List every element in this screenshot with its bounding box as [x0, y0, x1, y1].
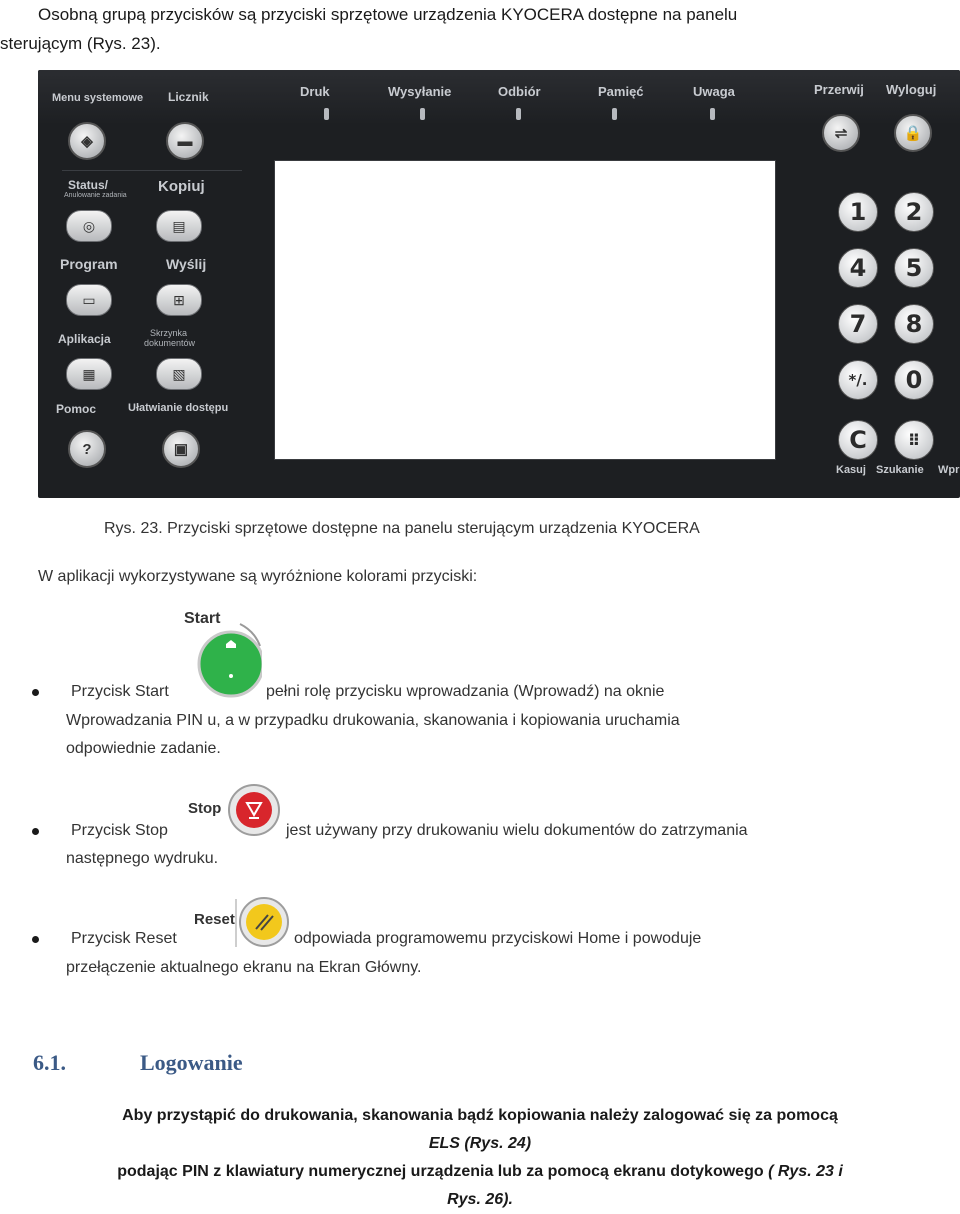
start-line-3: odpowiednie zadanie. — [66, 740, 221, 757]
application-button[interactable]: ▦ — [66, 358, 112, 390]
skrzynka-label-2: dokumentów — [144, 338, 196, 348]
skrzynka-label: Skrzynka — [150, 328, 188, 338]
start-prefix: Przycisk Start — [71, 683, 169, 700]
start-image-label: Start — [184, 610, 221, 627]
key-8[interactable]: 8 — [894, 304, 934, 344]
przerwij-label: Przerwij — [814, 82, 864, 97]
reset-line-2: przełączenie aktualnego ekranu na Ekran Główny. — [66, 959, 422, 976]
stop-button-image — [186, 782, 280, 838]
wyloguj-label: Wyloguj — [886, 82, 937, 97]
wpr-label: Wpr — [938, 464, 960, 476]
licznik-label: Licznik — [168, 90, 209, 104]
intro-line-2: sterującym (Rys. 23). — [0, 34, 161, 53]
pomoc-label: Pomoc — [56, 402, 97, 416]
wysylanie-label: Wysyłanie — [388, 84, 452, 99]
stop-image-label: Stop — [188, 800, 222, 817]
system-menu-button[interactable]: ◈ — [68, 122, 106, 160]
login-line-3a: podając PIN z klawiatury numerycznej urządzenia lub za pomocą ekranu dotykowego — [117, 1163, 769, 1180]
reset-suffix: odpowiada programowemu przyciskowi Home i powoduje — [294, 930, 702, 947]
login-line-2: ELS (Rys. 24) — [428, 1135, 532, 1152]
stop-prefix: Przycisk Stop — [71, 822, 168, 839]
counter-button[interactable]: ▬ — [166, 122, 204, 160]
section-title: Logowanie — [140, 1050, 243, 1075]
login-line-1: Aby przystąpić do drukowania, skanowania bądź kopiowania należy zalogować się za pomocą — [122, 1107, 838, 1124]
reset-image-label: Reset — [194, 911, 235, 928]
druk-label: Druk — [300, 84, 330, 99]
keypad-grid-icon: ⠿ — [907, 430, 921, 450]
menu-systemowe-label: Menu systemowe — [52, 92, 144, 104]
ulatwianie-label: Ułatwianie dostępu — [128, 402, 229, 414]
copy-button[interactable]: ▤ — [156, 210, 202, 242]
uwaga-label: Uwaga — [693, 84, 735, 99]
odbior-label: Odbiór — [498, 84, 541, 99]
start-button-image — [180, 610, 262, 702]
pamiec-led — [612, 108, 617, 120]
status-sub-label: Anulowanie zadania — [64, 192, 127, 199]
szukanie-label: Szukanie — [876, 464, 924, 476]
kopiuj-label: Kopiuj — [158, 178, 205, 195]
document-box-button[interactable]: ▧ — [156, 358, 202, 390]
login-paragraph — [0, 1102, 960, 1214]
login-line-4: Rys. 26). — [447, 1191, 513, 1208]
clear-button[interactable]: C — [838, 420, 878, 460]
bullet-stop — [32, 828, 39, 835]
key-5[interactable]: 5 — [894, 248, 934, 288]
control-panel-photo — [38, 70, 960, 498]
key-7[interactable]: 7 — [838, 304, 878, 344]
login-line-3 — [0, 1158, 960, 1186]
intro-paragraph — [0, 0, 930, 58]
key-2[interactable]: 2 — [894, 192, 934, 232]
logout-button[interactable]: 🔒 — [894, 114, 932, 152]
start-suffix: pełni rolę przycisku wprowadzania (Wprowadź) na oknie — [266, 683, 665, 700]
stop-line-2: następnego wydruku. — [66, 850, 219, 867]
kasuj-label: Kasuj — [836, 464, 866, 476]
key-4[interactable]: 4 — [838, 248, 878, 288]
search-button[interactable] — [894, 420, 934, 460]
program-button[interactable]: ▭ — [66, 284, 112, 316]
pamiec-label: Pamięć — [598, 84, 644, 99]
login-line-3b: ( Rys. 23 i — [768, 1163, 843, 1180]
status-button[interactable]: ◎ — [66, 210, 112, 242]
wysylanie-led — [420, 108, 425, 120]
stop-suffix: jest używany przy drukowaniu wielu dokumentów do zatrzymania — [286, 822, 748, 839]
interrupt-button[interactable]: ⇌ — [822, 114, 860, 152]
buttons-intro: W aplikacji wykorzystywane są wyróżnione kolorami przyciski: — [38, 568, 478, 585]
program-label: Program — [60, 256, 118, 272]
help-button[interactable] — [68, 430, 106, 468]
bullet-reset — [32, 936, 39, 943]
figure-caption: Rys. 23. Przyciski sprzętowe dostępne na panelu sterującym urządzenia KYOCERA — [104, 520, 700, 537]
reset-button-image — [188, 895, 290, 951]
key-0[interactable]: 0 — [894, 360, 934, 400]
key-star-dot[interactable]: */. — [838, 360, 878, 400]
uwaga-led — [710, 108, 715, 120]
aplikacja-label: Aplikacja — [58, 332, 111, 346]
send-button[interactable]: ⊞ — [156, 284, 202, 316]
touch-screen[interactable] — [274, 160, 776, 460]
bullet-start — [32, 689, 39, 696]
key-1[interactable]: 1 — [838, 192, 878, 232]
status-label: Status/ — [68, 178, 109, 192]
accessibility-button[interactable]: ▣ — [162, 430, 200, 468]
section-number: 6.1. — [33, 1050, 66, 1075]
start-line-2: Wprowadzania PIN u, a w przypadku drukowania, skanowania i kopiowania uruchamia — [66, 712, 680, 729]
help-icon: ? — [82, 440, 92, 458]
wyslij-label: Wyślij — [166, 256, 207, 272]
druk-led — [324, 108, 329, 120]
odbior-led — [516, 108, 521, 120]
intro-line-1: Osobną grupą przycisków są przyciski sprzętowe urządzenia KYOCERA dostępne na panelu — [38, 5, 738, 24]
reset-prefix: Przycisk Reset — [71, 930, 177, 947]
panel-divider — [62, 170, 242, 171]
